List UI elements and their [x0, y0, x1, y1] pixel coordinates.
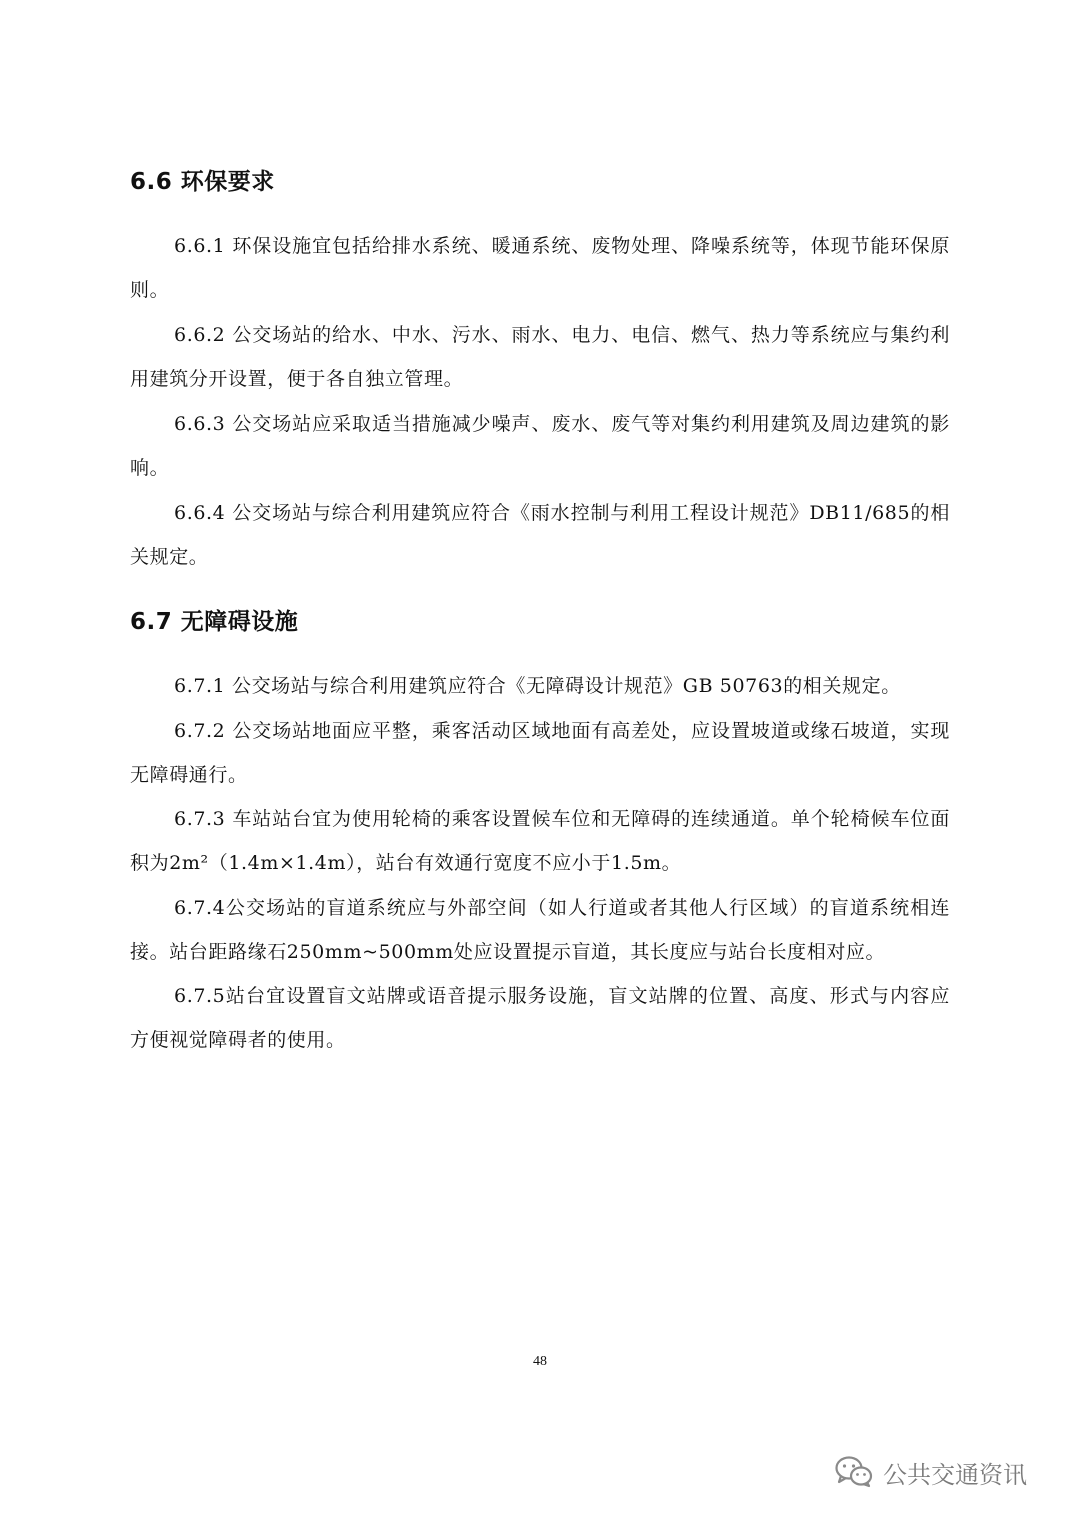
paragraph-6-6-3: 6.6.3 公交场站应采取适当措施减少噪声、废水、废气等对集约利用建筑及周边建筑的影响。 — [130, 413, 950, 479]
wechat-icon — [835, 1456, 873, 1488]
watermark-text: 公共交通资讯 — [883, 1460, 1027, 1489]
watermark — [835, 1452, 1027, 1492]
paragraph-6-7-3: 6.7.3 车站站台宜为使用轮椅的乘客设置候车位和无障碍的连续通道。单个轮椅候车位面积为2m²（1.4m×1.4m），站台有效通行宽度不应小于1.5m。 — [130, 808, 950, 874]
section-heading-6-7: 6.7 无障碍设施 — [130, 609, 299, 635]
paragraph-6-7-1: 6.7.1 公交场站与综合利用建筑应符合《无障碍设计规范》GB 50763的相关规定。 — [174, 675, 901, 697]
section-heading-6-6: 6.6 环保要求 — [130, 169, 275, 195]
page-number: 48 — [533, 1354, 547, 1369]
paragraph-6-7-2: 6.7.2 公交场站地面应平整，乘客活动区域地面有高差处，应设置坡道或缘石坡道，实现无障碍通行。 — [130, 720, 950, 786]
paragraph-6-6-1: 6.6.1 环保设施宜包括给排水系统、暖通系统、废物处理、降噪系统等，体现节能环保原则。 — [130, 235, 950, 301]
paragraph-6-6-4: 6.6.4 公交场站与综合利用建筑应符合《雨水控制与利用工程设计规范》DB11/685的相关规定。 — [130, 502, 950, 568]
paragraph-6-7-5: 6.7.5站台宜设置盲文站牌或语音提示服务设施，盲文站牌的位置、高度、形式与内容应方便视觉障碍者的使用。 — [130, 985, 950, 1051]
paragraph-6-7-4: 6.7.4公交场站的盲道系统应与外部空间（如人行道或者其他人行区域）的盲道系统相连接。站台距路缘石250mm~500mm处应设置提示盲道，其长度应与站台长度相对应。 — [130, 897, 950, 963]
paragraph-6-6-2: 6.6.2 公交场站的给水、中水、污水、雨水、电力、电信、燃气、热力等系统应与集约利用建筑分开设置，便于各自独立管理。 — [130, 324, 950, 390]
